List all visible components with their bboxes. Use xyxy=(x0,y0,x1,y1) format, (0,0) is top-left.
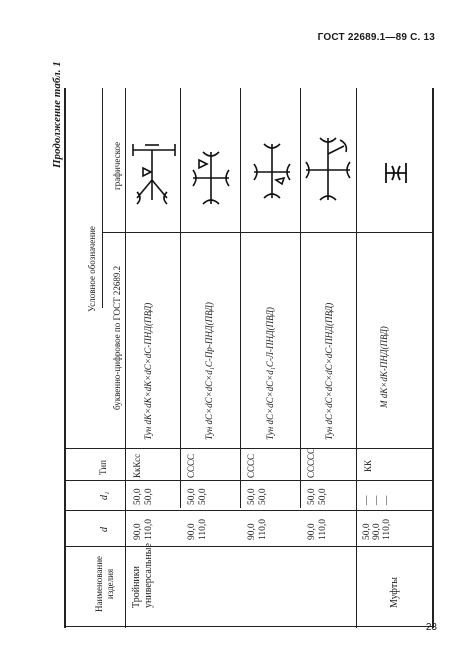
tee-cccc-right-symbol xyxy=(185,148,237,215)
row-d-value: 90,0 xyxy=(187,523,197,540)
row-d1 xyxy=(362,496,392,506)
row-d1-value: — xyxy=(372,495,382,505)
row-d1-value: 50,0 xyxy=(307,488,317,505)
row-d xyxy=(247,519,269,540)
row-d1 xyxy=(133,488,155,505)
row-type: КкКсс xyxy=(132,453,142,478)
rule-type-alpha xyxy=(64,448,434,449)
row-d-value: 110,0 xyxy=(382,518,392,540)
row-type: ССССС xyxy=(306,447,316,478)
rule-alpha-graphic xyxy=(102,232,434,233)
row-type: СССС xyxy=(246,453,256,478)
rule-row-2 xyxy=(240,88,241,508)
coupling-kk-symbol xyxy=(382,158,410,193)
row-d1-value: 50,0 xyxy=(187,488,197,505)
row-alpha: Тун dC×dC×dC×d₁C-Л-ПНД(ПВД) xyxy=(265,307,275,440)
rule-left xyxy=(64,626,434,627)
col-type-header: Тип xyxy=(98,460,108,475)
col-graphic-header: графическое xyxy=(112,141,122,190)
row-d-value: 90,0 xyxy=(372,523,382,540)
row-d1-value: 50,0 xyxy=(318,488,328,505)
col-alpha-header: буквенно-цифровое по ГОСТ 22689.2 xyxy=(112,265,122,410)
row-d-value: 90,0 xyxy=(247,523,257,540)
row-d xyxy=(187,519,209,540)
row-alpha: Тун dK×dK×dK×dC×dC-ПНД(ПВД) xyxy=(143,302,153,440)
rule-d1-type xyxy=(64,480,434,481)
group-name-tees: Тройники универсальные xyxy=(131,543,154,608)
tee-ksskk-symbol xyxy=(125,140,180,215)
row-d xyxy=(133,519,155,540)
row-d1-value: 50,0 xyxy=(258,488,268,505)
row-d1 xyxy=(307,488,329,505)
row-type: СССС xyxy=(186,453,196,478)
page-number: 23 xyxy=(425,622,437,633)
page-header: ГОСТ 22689.1—89 С. 13 xyxy=(317,32,435,43)
rule-top xyxy=(64,88,66,628)
rule-d-d1 xyxy=(64,510,434,511)
row-d-value: 110,0 xyxy=(198,518,208,540)
row-d xyxy=(307,519,329,540)
row-d-value: 110,0 xyxy=(144,518,154,540)
row-d1-value: 50,0 xyxy=(198,488,208,505)
rule-subheader xyxy=(102,88,103,308)
rule-bottom xyxy=(432,88,434,628)
tee-cccc-left-symbol xyxy=(246,140,298,209)
row-d-value: 110,0 xyxy=(258,518,268,540)
row-d-value: 90,0 xyxy=(307,523,317,540)
row-d1 xyxy=(187,488,209,505)
row-d-value: 90,0 xyxy=(133,523,143,540)
col-d1-header: d₁ xyxy=(99,491,110,500)
col-name-header: Наименование изделия xyxy=(94,555,115,613)
rule-row-4 xyxy=(356,88,357,628)
row-d1-value: 50,0 xyxy=(247,488,257,505)
row-d-value: 50,0 xyxy=(362,523,372,540)
table-continuation: Продолжение табл. 1 xyxy=(51,61,63,168)
rule-name-d xyxy=(64,546,434,547)
rule-row-1 xyxy=(180,88,181,508)
col-d-header: d xyxy=(99,527,110,532)
row-d1-value: — xyxy=(362,495,372,505)
row-alpha: Тун dC×dC×dC×dC×dC-ПНД(ПВД) xyxy=(324,302,334,440)
row-type: КК xyxy=(363,459,373,472)
row-alpha: Тун dC×dC×dC×d₁C-Пр-ПНД(ПВД) xyxy=(204,302,214,440)
col-designation-header: Условное обозначение xyxy=(87,226,97,312)
row-d-value: 110,0 xyxy=(318,518,328,540)
row-d1-value: 50,0 xyxy=(133,488,143,505)
row-alpha: М dK×dK-ПНД(ПВД) xyxy=(379,326,389,408)
tee-ccccc-symbol xyxy=(300,134,356,211)
row-d xyxy=(362,519,392,540)
row-d1-value: 50,0 xyxy=(144,488,154,505)
row-d1-value: — xyxy=(382,495,392,505)
row-d1 xyxy=(247,488,269,505)
group-name-couplings: Муфты xyxy=(389,577,400,608)
